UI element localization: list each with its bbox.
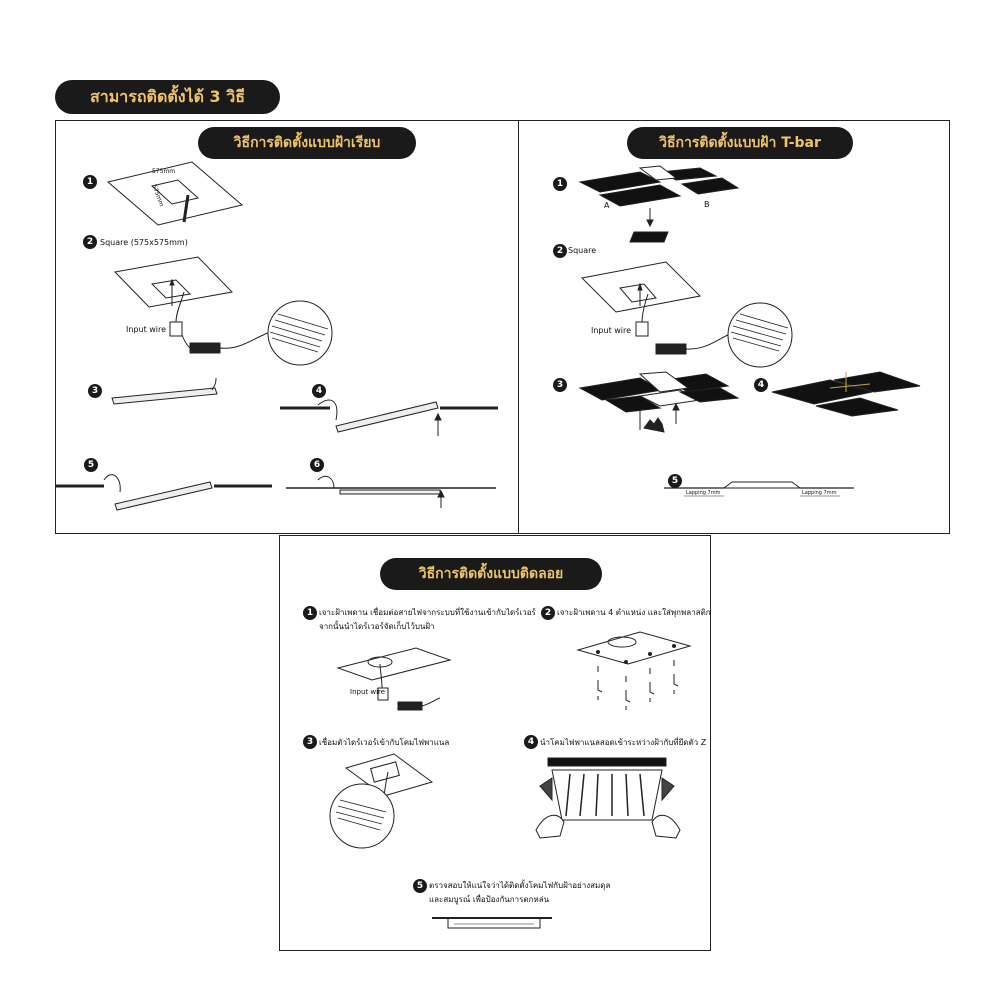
dim-label-b: 575mm bbox=[150, 183, 165, 208]
tbar-label-a: A bbox=[604, 201, 610, 210]
tbar-square-label: Square bbox=[568, 246, 597, 255]
flush-step-2-badge: 2 bbox=[83, 235, 97, 249]
surface-step-4-badge: 4 bbox=[524, 735, 538, 749]
square-size-label: Square (575x575mm) bbox=[100, 238, 188, 247]
flush-step-3-badge: 3 bbox=[88, 384, 102, 398]
surface-panel-title: วิธีการติดตั้งแบบติดลอย bbox=[380, 558, 602, 590]
surface-step-4-text: นำโคมไฟพาแนลสอดเข้าระหว่างฝ้ากับที่ยึดตัว Z bbox=[540, 738, 707, 747]
dim-label-a: 575mm bbox=[152, 168, 176, 175]
main-title: สามารถติดตั้งได้ 3 วิธี bbox=[55, 80, 280, 114]
surface-step-5-text-line2: และสมบูรณ์ เพื่อป้องกันการตกหล่น bbox=[429, 895, 550, 904]
surface-step-2-badge: 2 bbox=[541, 606, 555, 620]
tbar-step-2-badge: 2 bbox=[553, 244, 567, 258]
flush-step-1-badge: 1 bbox=[83, 175, 97, 189]
tbar-step-4-badge: 4 bbox=[754, 378, 768, 392]
flush-step-4-badge: 4 bbox=[312, 384, 326, 398]
tbar-label-b: B bbox=[704, 200, 710, 209]
surface-step-1-badge: 1 bbox=[303, 606, 317, 620]
lapping-left-label: Lapping 7mm bbox=[686, 490, 721, 496]
tbar-input-wire-label: Input wire bbox=[591, 326, 632, 335]
surface-step-2-text: เจาะฝ้าเพดาน 4 ตำแหน่ง และใส่พุกพลาสติก bbox=[557, 608, 711, 617]
surface-step-1-text-line2: จากนั้นนำไดร์เวอร์จัดเก็บไว้บนฝ้า bbox=[319, 622, 435, 631]
surface-input-wire-label: Input wire bbox=[350, 688, 386, 696]
flush-step-5-badge: 5 bbox=[84, 458, 98, 472]
tbar-step-3-badge: 3 bbox=[553, 378, 567, 392]
tbar-step-5-badge: 5 bbox=[668, 474, 682, 488]
tbar-step-1-badge: 1 bbox=[553, 177, 567, 191]
flush-panel-title: วิธีการติดตั้งแบบฝ้าเรียบ bbox=[198, 127, 416, 159]
surface-step-3-badge: 3 bbox=[303, 735, 317, 749]
tbar-panel-title: วิธีการติดตั้งแบบฝ้า T-bar bbox=[627, 127, 853, 159]
surface-step-1-text-line1: เจาะฝ้าเพดาน เชื่อมต่อสายไฟจากระบบที่ใช้งานเข้ากับไดร์เวอร์ bbox=[319, 608, 536, 617]
lapping-right-label: Lapping 7mm bbox=[802, 490, 837, 496]
input-wire-label: Input wire bbox=[126, 325, 167, 334]
flush-step-6-badge: 6 bbox=[310, 458, 324, 472]
surface-step-5-badge: 5 bbox=[413, 879, 427, 893]
surface-step-5-text-line1: ตรวจสอบให้แน่ใจว่าได้ติดตั้งโคมไฟกับฝ้าอย่างสมดุล bbox=[429, 881, 611, 890]
surface-step-3-text: เชื่อมตัวไดร์เวอร์เข้ากับโคมไฟพาแนล bbox=[319, 738, 450, 747]
